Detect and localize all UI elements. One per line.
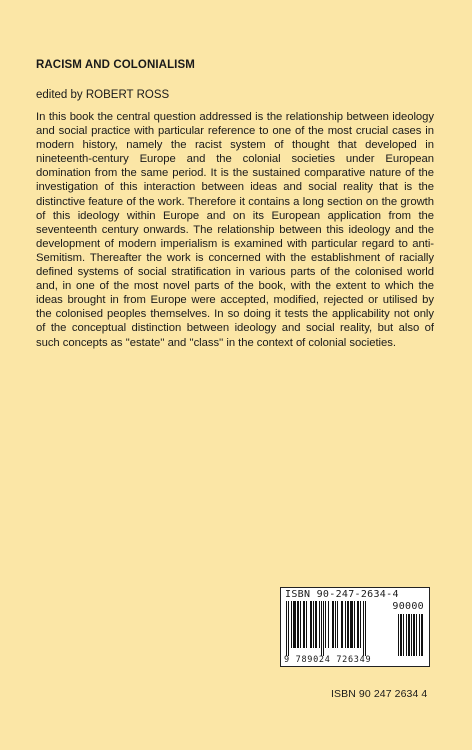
editor-credit: edited by ROBERT ROSS	[36, 89, 170, 101]
barcode-bar	[398, 614, 399, 656]
barcode-bar	[328, 601, 329, 648]
barcode-bar	[357, 601, 359, 648]
barcode-bar	[360, 601, 361, 648]
barcode-bar	[319, 601, 320, 648]
barcode-bar	[406, 614, 407, 656]
ean-barcode-bars	[286, 601, 396, 656]
addon-barcode-bars	[398, 614, 426, 656]
footer-isbn: ISBN 90 247 2634 4	[331, 688, 428, 700]
barcode-bar	[363, 601, 364, 656]
barcode-label	[280, 587, 430, 667]
barcode-bar	[286, 601, 287, 656]
barcode-bar	[416, 614, 417, 656]
barcode-bar	[345, 601, 346, 648]
barcode-isbn-text: ISBN 90-247-2634-4	[285, 589, 399, 600]
ean-digits: 9 789024 726349	[284, 655, 372, 665]
barcode-bar	[421, 614, 423, 656]
barcode-bar	[321, 601, 322, 656]
barcode-bar	[310, 601, 312, 648]
barcode-bar	[315, 601, 317, 648]
barcode-bar	[300, 601, 301, 648]
barcode-bar	[332, 601, 334, 648]
barcode-bar	[335, 601, 336, 648]
barcode-bar	[325, 601, 326, 648]
barcode-bar	[347, 601, 349, 648]
book-title: RACISM AND COLONIALISM	[36, 59, 195, 71]
barcode-price-code: 90000	[392, 601, 424, 612]
blurb-paragraph: In this book the central question addressed is the relationship between ideology and social practice with particular reference to one of the most crucial cases in modern history, namely the racist system of thought that developed in nineteenth-century Europe and the colonial societies under European domination from the same period. It is the sustained comparative nature of the investigation of this interaction between ideas and social reality that is the distinctive feature of the work. Therefore it contains a long section on the growth of this ideology within Europe and on its European application from the seventeenth century onwards. The relationship between this ideology and the development of modern imperialism is examined with particular regard to anti-Semitism. Thereafter the work is concerned with the establishment of racially defined systems of social stratification in various parts of the colonised world and, in one of the most novel parts of the book, with the extent to which the ideas brought in from Europe were accepted, modified, rejected or utilised by the colonised peoples themselves. In so doing it tests the applicability not only of the conceptual distinction between ideology and social reality, but also of such concepts as ''estate'' and ''class'' in the context of colonial societies.	[36, 111, 434, 349]
barcode-bar	[400, 614, 402, 656]
barcode-bar	[303, 601, 305, 648]
barcode-bar	[313, 601, 314, 648]
barcode-bar	[365, 601, 366, 656]
barcode-bar	[408, 614, 410, 656]
barcode-bar	[293, 601, 296, 648]
barcode-bar	[411, 614, 412, 656]
barcode-bar	[288, 601, 289, 656]
barcode-bar	[413, 614, 415, 656]
barcode-bar	[323, 601, 324, 656]
barcode-bar	[306, 601, 307, 648]
barcode-bar	[341, 601, 343, 648]
barcode-bar	[350, 601, 353, 648]
barcode-bar	[419, 614, 420, 656]
barcode-bar	[354, 601, 355, 648]
barcode-bar	[297, 601, 299, 648]
barcode-bar	[291, 601, 292, 648]
barcode-bar	[337, 601, 338, 648]
barcode-bar	[403, 614, 404, 656]
